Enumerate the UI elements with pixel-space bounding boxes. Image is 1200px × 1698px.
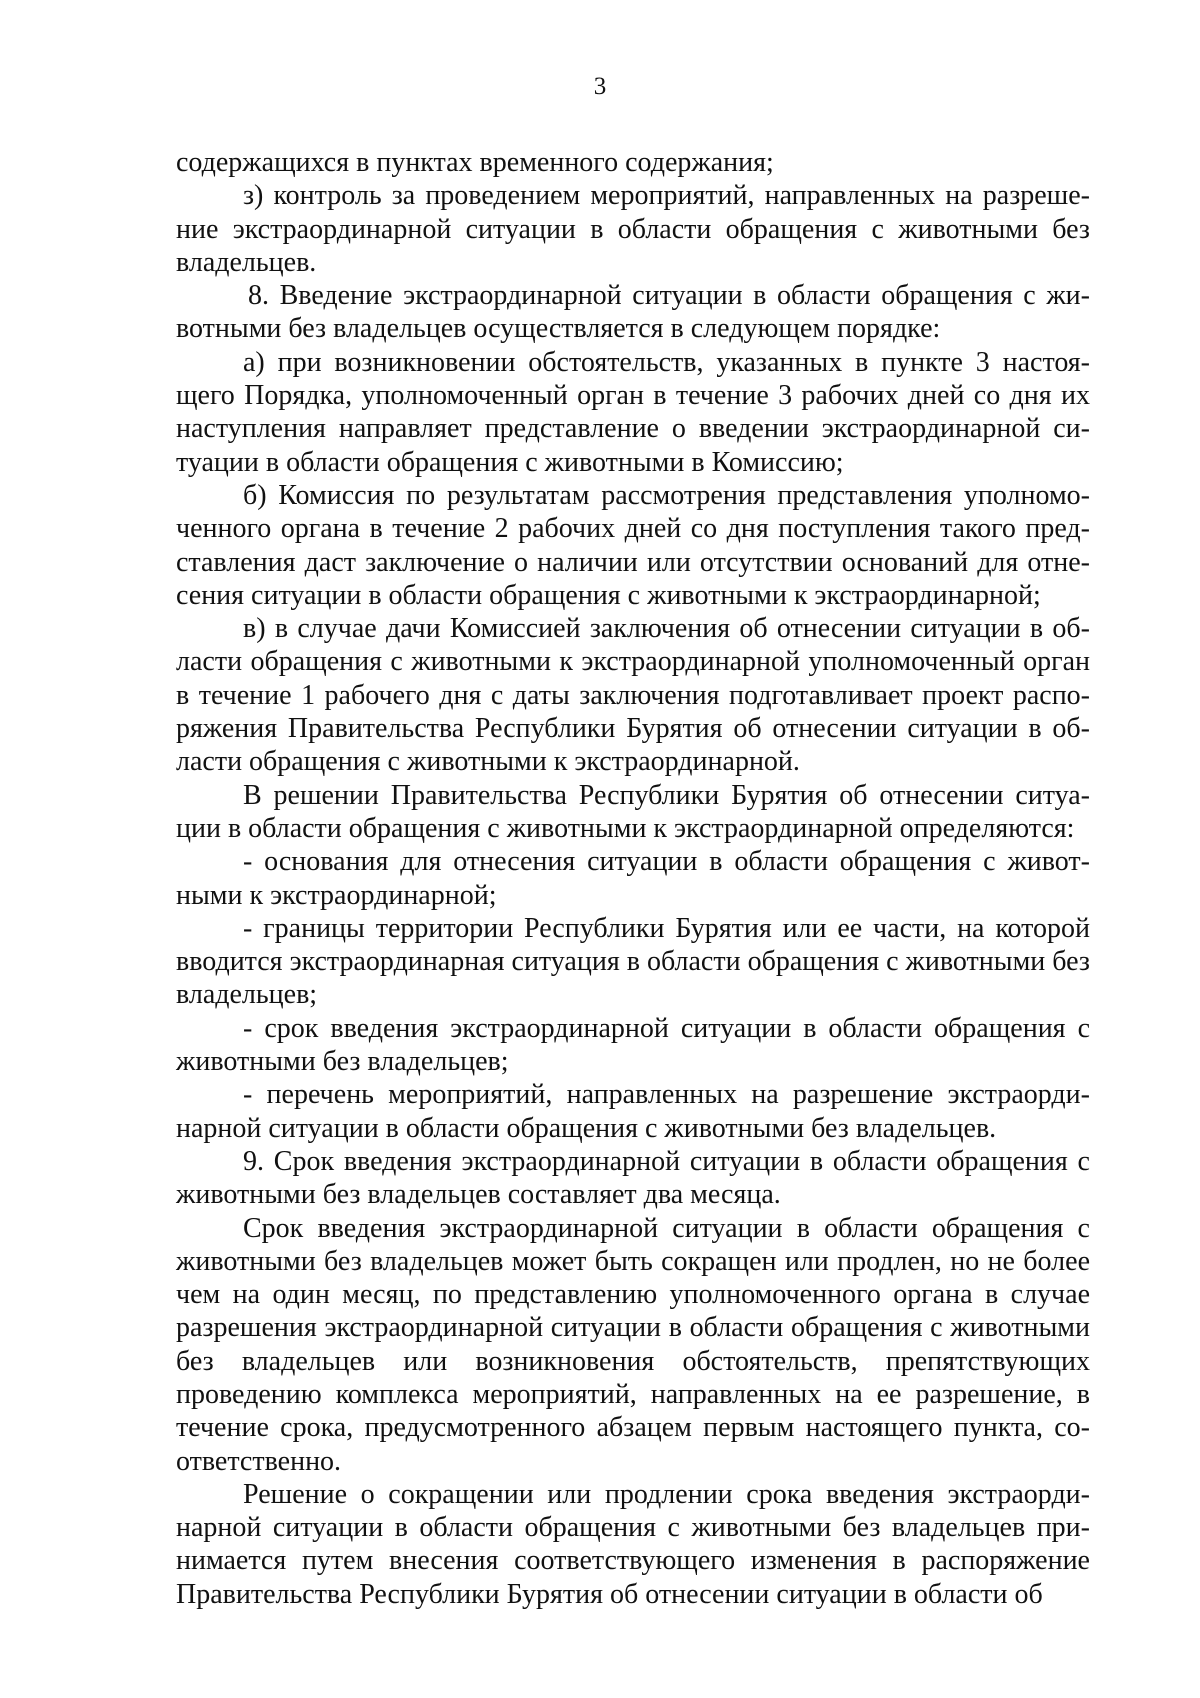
paragraph-item-a: а) при возникновении обстоятельств, указанных в пункте 3 настоящего Порядка, уполномоченный орган в течение 3 рабочих дней со дня их наступления направляет представление о введении экстраординарной ситуации в области обращения с животными в Комиссию; — [176, 346, 1090, 478]
page-number: 3 — [593, 73, 607, 100]
paragraph-continuation: содержащихся в пунктах временного содержания; — [176, 147, 774, 178]
list-item-term: - срок введения экстраординарной ситуации в области обращения с животными без владельцев; — [176, 1012, 1090, 1078]
paragraph-decision-contents: В решении Правительства Республики Бурятия об отнесении ситуации в области обращения с животными к экстраординарной определяются: — [176, 779, 1090, 844]
paragraph-item-z: з) контроль за проведением мероприятий, направленных на разрешение экстраординарной ситуации в области обращения с животными без владельцев. — [176, 180, 1090, 278]
paragraph-section-9: 9. Срок введения экстраординарной ситуации в области обращения с животными без владельцев составляет два месяца. — [176, 1145, 1090, 1211]
paragraph-term-change: Срок введения экстраординарной ситуации в области обращения с животными без владельцев может быть сокращен или продлен, но не более чем на один месяц, по представлению уполномоченного органа в случае разрешения экстраординарной ситуации в области обращения с животными без владельцев или возникновения обстоятельств, препятствующих проведению комплекса мероприятий, направленных на ее разрешение, в течение срока, предусмотренного абзацем первым настоящего пункта, соответственно. — [176, 1212, 1090, 1477]
document-body — [176, 146, 1090, 1611]
paragraph-section-8: 8. Введение экстраординарной ситуации в области обращения с животными без владельцев осуществляется в следующем порядке: — [176, 280, 1090, 345]
list-item-grounds: - основания для отнесения ситуации в области обращения с животными к экстраординарной; — [176, 846, 1090, 911]
paragraph-item-v: в) в случае дачи Комиссией заключения об отнесении ситуации в области обращения с животными к экстраординарной уполномоченный орган в течение 1 рабочего дня с даты заключения подготавливает проект распоряжения Правительства Республики Бурятия об отнесении ситуации в области обращения с животными к экстраординарной. — [176, 613, 1090, 778]
list-item-territory: - границы территории Республики Бурятия или ее части, на которой вводится экстраординарная ситуация в области обращения с животными без владельцев; — [176, 912, 1090, 1011]
list-item-measures: - перечень мероприятий, направленных на разрешение экстраординарной ситуации в области обращения с животными без владельцев. — [176, 1079, 1090, 1144]
paragraph-decision-change: Решение о сокращении или продлении срока введения экстраординарной ситуации в области обращения с животными без владельцев принимается путем внесения соответствующего изменения в распоряжение Правительства Республики Бурятия об отнесении ситуации в области об — [176, 1478, 1090, 1610]
paragraph-item-b: б) Комиссия по результатам рассмотрения представления уполномоченного органа в течение 2 рабочих дней со дня поступления такого представления даст заключение о наличии или отсутствии оснований для отнесения ситуации в области обращения с животными к экстраординарной; — [176, 479, 1090, 611]
